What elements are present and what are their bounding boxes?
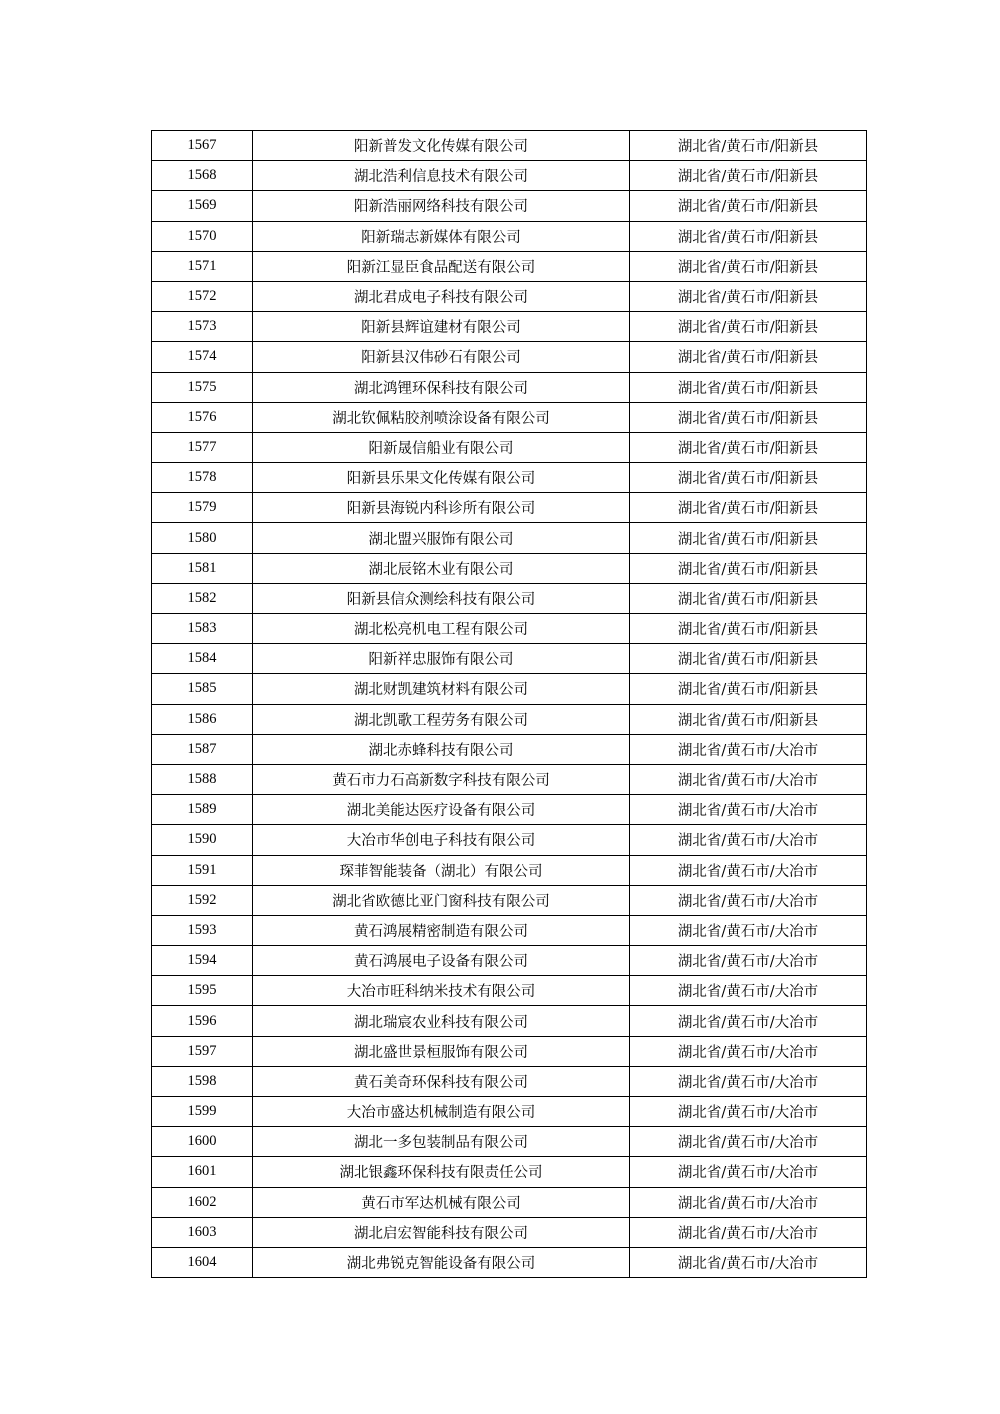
region-cell: 湖北省/黄石市/大冶市 [630,1066,867,1096]
row-number-cell: 1598 [152,1066,253,1096]
region-cell: 湖北省/黄石市/大冶市 [630,734,867,764]
row-number-cell: 1583 [152,614,253,644]
table-row [152,734,867,764]
company-name-cell: 黄石鸿展电子设备有限公司 [253,946,630,976]
row-number-cell: 1591 [152,855,253,885]
region-cell: 湖北省/黄石市/阳新县 [630,493,867,523]
company-name-cell: 湖北盛世景桓服饰有限公司 [253,1036,630,1066]
company-name-cell: 阳新县汉伟砂石有限公司 [253,342,630,372]
company-name-cell: 湖北赤蜂科技有限公司 [253,734,630,764]
row-number-cell: 1602 [152,1187,253,1217]
company-name-cell: 湖北松亮机电工程有限公司 [253,614,630,644]
company-name-cell: 黄石鸿展精密制造有限公司 [253,915,630,945]
region-cell: 湖北省/黄石市/大冶市 [630,1127,867,1157]
region-cell: 湖北省/黄石市/大冶市 [630,915,867,945]
table-row [152,251,867,281]
region-cell: 湖北省/黄石市/阳新县 [630,161,867,191]
table-row [152,463,867,493]
table-row [152,1127,867,1157]
company-name-cell: 湖北弗锐克智能设备有限公司 [253,1247,630,1277]
region-cell: 湖北省/黄石市/大冶市 [630,1097,867,1127]
company-name-cell: 湖北省欧德比亚门窗科技有限公司 [253,885,630,915]
table-row [152,372,867,402]
company-name-cell: 阳新县信众测绘科技有限公司 [253,583,630,613]
row-number-cell: 1596 [152,1006,253,1036]
region-cell: 湖北省/黄石市/大冶市 [630,1187,867,1217]
company-name-cell: 湖北辰铭木业有限公司 [253,553,630,583]
company-name-cell: 湖北盟兴服饰有限公司 [253,523,630,553]
table-row [152,523,867,553]
company-name-cell: 阳新县辉谊建材有限公司 [253,312,630,342]
row-number-cell: 1604 [152,1247,253,1277]
region-cell: 湖北省/黄石市/大冶市 [630,976,867,1006]
row-number-cell: 1572 [152,281,253,311]
table-row [152,432,867,462]
region-cell: 湖北省/黄石市/大冶市 [630,795,867,825]
company-name-cell: 黄石市军达机械有限公司 [253,1187,630,1217]
region-cell: 湖北省/黄石市/大冶市 [630,1036,867,1066]
row-number-cell: 1586 [152,704,253,734]
table-row [152,1066,867,1096]
region-cell: 湖北省/黄石市/阳新县 [630,251,867,281]
table-row [152,855,867,885]
company-name-cell: 琛菲智能装备（湖北）有限公司 [253,855,630,885]
company-name-cell: 阳新瑞志新媒体有限公司 [253,221,630,251]
row-number-cell: 1575 [152,372,253,402]
region-cell: 湖北省/黄石市/阳新县 [630,674,867,704]
table-row [152,1187,867,1217]
region-cell: 湖北省/黄石市/阳新县 [630,432,867,462]
row-number-cell: 1588 [152,764,253,794]
region-cell: 湖北省/黄石市/阳新县 [630,312,867,342]
region-cell: 湖北省/黄石市/阳新县 [630,372,867,402]
region-cell: 湖北省/黄石市/阳新县 [630,281,867,311]
company-name-cell: 湖北启宏智能科技有限公司 [253,1217,630,1247]
row-number-cell: 1587 [152,734,253,764]
company-name-cell: 阳新晟信船业有限公司 [253,432,630,462]
region-cell: 湖北省/黄石市/大冶市 [630,1157,867,1187]
company-name-cell: 湖北君成电子科技有限公司 [253,281,630,311]
table-row [152,946,867,976]
company-name-cell: 湖北浩利信息技术有限公司 [253,161,630,191]
row-number-cell: 1574 [152,342,253,372]
company-name-cell: 阳新江显臣食品配送有限公司 [253,251,630,281]
table-row [152,976,867,1006]
table-row [152,1097,867,1127]
row-number-cell: 1600 [152,1127,253,1157]
table-row [152,795,867,825]
row-number-cell: 1592 [152,885,253,915]
company-name-cell: 阳新普发文化传媒有限公司 [253,131,630,161]
region-cell: 湖北省/黄石市/阳新县 [630,704,867,734]
company-name-cell: 黄石市力石高新数字科技有限公司 [253,764,630,794]
region-cell: 湖北省/黄石市/阳新县 [630,523,867,553]
company-name-cell: 大冶市旺科纳米技术有限公司 [253,976,630,1006]
table-row [152,704,867,734]
region-cell: 湖北省/黄石市/大冶市 [630,885,867,915]
region-cell: 湖北省/黄石市/阳新县 [630,463,867,493]
table-row [152,614,867,644]
company-name-cell: 湖北瑞宸农业科技有限公司 [253,1006,630,1036]
row-number-cell: 1590 [152,825,253,855]
row-number-cell: 1578 [152,463,253,493]
region-cell: 湖北省/黄石市/大冶市 [630,1247,867,1277]
row-number-cell: 1593 [152,915,253,945]
company-name-cell: 湖北凯歌工程劳务有限公司 [253,704,630,734]
table-row [152,1157,867,1187]
company-name-cell: 阳新县海锐内科诊所有限公司 [253,493,630,523]
region-cell: 湖北省/黄石市/大冶市 [630,855,867,885]
row-number-cell: 1567 [152,131,253,161]
table-row [152,1217,867,1247]
company-name-cell: 湖北一多包装制品有限公司 [253,1127,630,1157]
region-cell: 湖北省/黄石市/阳新县 [630,191,867,221]
row-number-cell: 1576 [152,402,253,432]
region-cell: 湖北省/黄石市/大冶市 [630,825,867,855]
region-cell: 湖北省/黄石市/阳新县 [630,131,867,161]
row-number-cell: 1603 [152,1217,253,1247]
region-cell: 湖北省/黄石市/阳新县 [630,644,867,674]
company-name-cell: 阳新浩丽网络科技有限公司 [253,191,630,221]
table-row [152,191,867,221]
row-number-cell: 1569 [152,191,253,221]
region-cell: 湖北省/黄石市/阳新县 [630,402,867,432]
table-body [152,131,867,1278]
region-cell: 湖北省/黄石市/阳新县 [630,583,867,613]
table-row [152,161,867,191]
row-number-cell: 1594 [152,946,253,976]
row-number-cell: 1581 [152,553,253,583]
region-cell: 湖北省/黄石市/阳新县 [630,553,867,583]
company-name-cell: 阳新县乐果文化传媒有限公司 [253,463,630,493]
table-row [152,1036,867,1066]
table-row [152,342,867,372]
company-name-cell: 大冶市盛达机械制造有限公司 [253,1097,630,1127]
table-row [152,221,867,251]
region-cell: 湖北省/黄石市/阳新县 [630,221,867,251]
region-cell: 湖北省/黄石市/大冶市 [630,764,867,794]
company-name-cell: 黄石美奇环保科技有限公司 [253,1066,630,1096]
company-name-cell: 阳新祥忠服饰有限公司 [253,644,630,674]
table-row [152,644,867,674]
row-number-cell: 1585 [152,674,253,704]
row-number-cell: 1579 [152,493,253,523]
table-row [152,674,867,704]
row-number-cell: 1568 [152,161,253,191]
row-number-cell: 1601 [152,1157,253,1187]
region-cell: 湖北省/黄石市/阳新县 [630,614,867,644]
company-name-cell: 湖北美能达医疗设备有限公司 [253,795,630,825]
table-row [152,281,867,311]
table-row [152,915,867,945]
region-cell: 湖北省/黄石市/阳新县 [630,342,867,372]
table-row [152,1247,867,1277]
company-name-cell: 大冶市华创电子科技有限公司 [253,825,630,855]
region-cell: 湖北省/黄石市/大冶市 [630,1006,867,1036]
table-row [152,553,867,583]
table-row [152,583,867,613]
table-row [152,402,867,432]
table-row [152,493,867,523]
table-row [152,764,867,794]
table-row [152,1006,867,1036]
row-number-cell: 1595 [152,976,253,1006]
row-number-cell: 1577 [152,432,253,462]
company-name-cell: 湖北钦佩粘胶剂喷涂设备有限公司 [253,402,630,432]
row-number-cell: 1599 [152,1097,253,1127]
row-number-cell: 1582 [152,583,253,613]
table-row [152,312,867,342]
row-number-cell: 1580 [152,523,253,553]
region-cell: 湖北省/黄石市/大冶市 [630,946,867,976]
row-number-cell: 1597 [152,1036,253,1066]
company-name-cell: 湖北财凯建筑材料有限公司 [253,674,630,704]
table-row [152,131,867,161]
table-row [152,825,867,855]
company-name-cell: 湖北鸿锂环保科技有限公司 [253,372,630,402]
row-number-cell: 1584 [152,644,253,674]
row-number-cell: 1589 [152,795,253,825]
table-row [152,885,867,915]
company-list-table [151,130,867,1278]
row-number-cell: 1573 [152,312,253,342]
row-number-cell: 1571 [152,251,253,281]
region-cell: 湖北省/黄石市/大冶市 [630,1217,867,1247]
company-name-cell: 湖北银鑫环保科技有限责任公司 [253,1157,630,1187]
row-number-cell: 1570 [152,221,253,251]
